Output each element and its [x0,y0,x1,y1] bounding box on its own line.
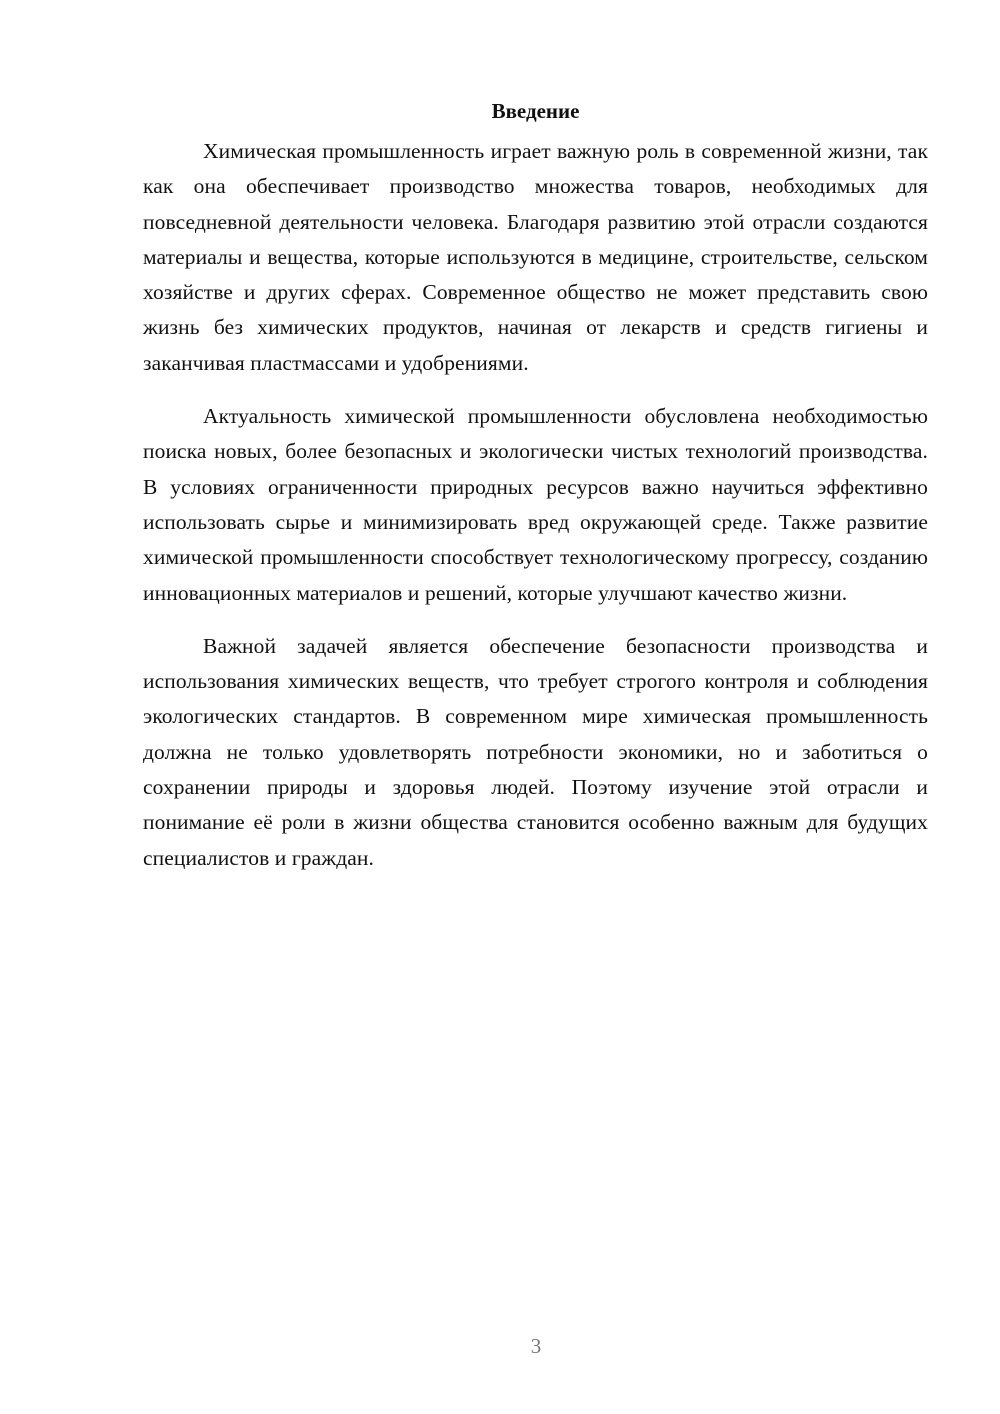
page-title: Введение [491,99,580,123]
paragraph-3: Важной задачей является обеспечение безопасности производства и использования химических веществ, что требует строгого контроля и соблюдения экологических стандартов. В современном мире химическая промышленность должна не только удовлетворять потребности экономики, но и заботиться о сохранении природы и здоровья людей. Поэтому изучение этой отрасли и понимание её роли в жизни общества становится особенно важным для будущих специалистов и граждан. [143,633,928,870]
paragraph-1: Химическая промышленность играет важную роль в современной жизни, так как она обеспечивает производство множества товаров, необходимых для повседневной деятельности человека. Благодаря развитию этой отрасли создаются материалы и вещества, которые используются в медицине, строительстве, сельском хозяйстве и других сферах. Современное общество не может представить свою жизнь без химических продуктов, начиная от лекарств и средств гигиены и заканчивая пластмассами и удобрениями. [143,139,928,375]
page-number: 3 [530,1334,542,1358]
paragraph-2: Актуальность химической промышленности обусловлена необходимостью поиска новых, более безопасных и экологически чистых технологий производства. В условиях ограниченности природных ресурсов важно научиться эффективно использовать сырье и минимизировать вред окружающей среде. Также развитие химической промышленности способствует технологическому прогрессу, созданию инновационных материалов и решений, которые улучшают качество жизни. [143,404,928,605]
page-content [143,94,928,894]
